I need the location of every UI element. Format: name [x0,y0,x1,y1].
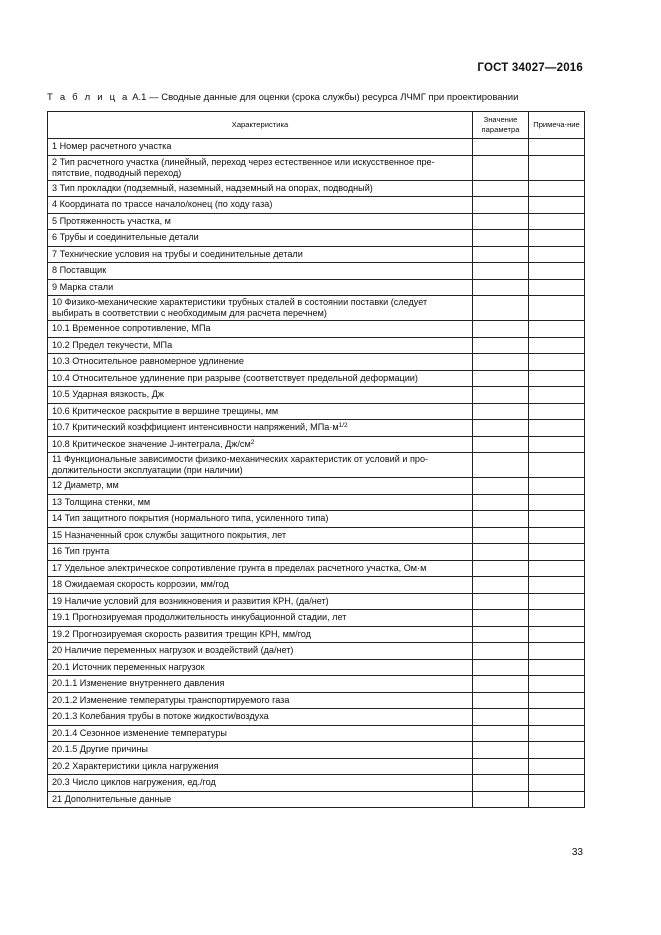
characteristic-cell [48,436,473,453]
note-cell [529,436,585,453]
characteristic-text: 20.1.1 Изменение внутреннего давления [52,678,225,689]
characteristic-text: 19 Наличие условий для возникновения и развития КРН, (да/нет) [52,595,329,606]
table-row [48,659,585,676]
value-cell [473,593,529,610]
table-row [48,791,585,808]
value-cell [473,511,529,528]
characteristic-text: 15 Назначенный срок службы защитного покрытия, лет [52,529,287,540]
note-cell [529,692,585,709]
characteristic-cell [48,263,473,280]
characteristic-text: 20.3 Число циклов нагружения, ед./год [52,777,216,788]
characteristic-text: 3 Тип прокладки (подземный, наземный, надземный на опорах, подводный) [52,182,373,193]
superscript: 2 [250,438,255,446]
document-code: ГОСТ 34027—2016 [477,62,583,74]
value-cell [473,659,529,676]
table-row [48,709,585,726]
table-row [48,758,585,775]
characteristic-cell [48,279,473,296]
value-cell [473,725,529,742]
value-cell [473,560,529,577]
value-cell [473,296,529,321]
table-row [48,230,585,247]
note-cell [529,511,585,528]
table-row [48,775,585,792]
table-row [48,296,585,321]
value-cell [473,692,529,709]
characteristic-cell [48,527,473,544]
note-cell [529,279,585,296]
characteristic-cell [48,742,473,759]
characteristic-cell [48,593,473,610]
characteristic-text: 10.3 Относительное равномерное удлинение [52,356,244,367]
characteristic-cell [48,791,473,808]
table-body [48,139,585,808]
characteristic-cell [48,577,473,594]
value-cell [473,758,529,775]
characteristic-text: 14 Тип защитного покрытия (нормального типа, усиленного типа) [52,513,329,524]
value-cell [473,494,529,511]
value-cell [473,610,529,627]
value-cell [473,544,529,561]
characteristic-text: 10.5 Ударная вязкость, Дж [52,389,164,400]
value-cell [473,626,529,643]
value-cell [473,246,529,263]
value-cell [473,478,529,495]
value-cell [473,213,529,230]
characteristic-text: 10 Физико-механические характеристики трубных сталей в состоянии поставки (следует выбирать в соответствии с необходимым для расчета перечнем) [52,297,428,318]
characteristic-cell [48,610,473,627]
characteristic-text: 20.1.2 Изменение температуры транспортируемого газа [52,694,290,705]
table-row [48,643,585,660]
table-row [48,610,585,627]
table-row [48,155,585,180]
characteristic-text: 7 Технические условия на трубы и соединительные детали [52,248,303,259]
table-row [48,403,585,420]
characteristic-cell [48,544,473,561]
characteristic-text: 17 Удельное электрическое сопротивление грунта в пределах расчетного участка, Ом·м [52,562,427,573]
note-cell [529,420,585,437]
note-cell [529,478,585,495]
note-cell [529,321,585,338]
note-cell [529,263,585,280]
characteristic-cell [48,370,473,387]
superscript: 1/2 [338,422,348,430]
characteristic-cell [48,197,473,214]
note-cell [529,544,585,561]
characteristic-text: 20 Наличие переменных нагрузок и воздействий (да/нет) [52,645,294,656]
table-row [48,436,585,453]
note-cell [529,155,585,180]
characteristic-cell [48,758,473,775]
characteristic-cell [48,676,473,693]
table-row [48,180,585,197]
characteristic-text: 5 Протяженность участка, м [52,215,171,226]
table-row [48,321,585,338]
note-cell [529,659,585,676]
characteristic-cell [48,403,473,420]
characteristic-text: 8 Поставщик [52,265,107,276]
note-cell [529,296,585,321]
table-caption [47,92,518,103]
note-cell [529,197,585,214]
characteristic-text: 19.2 Прогнозируемая скорость развития трещин КРН, мм/год [52,628,311,639]
characteristic-text: 19.1 Прогнозируемая продолжительность инкубационной стадии, лет [52,612,347,623]
table-row [48,139,585,156]
characteristic-text: 13 Толщина стенки, мм [52,496,151,507]
note-cell [529,791,585,808]
characteristic-cell [48,387,473,404]
table-row [48,725,585,742]
table-row [48,420,585,437]
characteristic-text: 10.8 Критическое значение J-интеграла, Дж/см [52,438,251,449]
characteristic-cell [48,337,473,354]
table-header-row [48,112,585,139]
value-cell [473,420,529,437]
caption-label: Т а б л и ц а [47,92,130,103]
characteristic-cell [48,321,473,338]
table-row [48,263,585,280]
characteristic-text: 12 Диаметр, мм [52,480,119,491]
column-header-characteristic: Характеристика [48,112,473,139]
characteristic-cell [48,511,473,528]
characteristic-text: 20.1.4 Сезонное изменение температуры [52,727,227,738]
value-cell [473,791,529,808]
table-row [48,337,585,354]
table-row [48,742,585,759]
note-cell [529,337,585,354]
note-cell [529,775,585,792]
note-cell [529,494,585,511]
value-cell [473,337,529,354]
value-cell [473,453,529,478]
caption-text: — Сводные данные для оценки (срока службы) ресурса ЛЧМГ при проектировании [149,92,519,103]
value-cell [473,643,529,660]
characteristic-text: 10.1 Временное сопротивление, МПа [52,323,211,334]
characteristic-cell [48,354,473,371]
characteristic-text: 4 Координата по трассе начало/конец (по ходу газа) [52,199,273,210]
table-row [48,527,585,544]
note-cell [529,560,585,577]
column-header-value: Значение параметра [473,112,529,139]
characteristic-cell [48,643,473,660]
characteristic-cell [48,725,473,742]
value-cell [473,139,529,156]
characteristic-cell [48,139,473,156]
note-cell [529,758,585,775]
characteristic-cell [48,659,473,676]
column-header-note: Примеча-ние [529,112,585,139]
characteristic-text: 6 Трубы и соединительные детали [52,232,199,243]
characteristic-cell [48,494,473,511]
value-cell [473,387,529,404]
table-row [48,279,585,296]
table-row [48,478,585,495]
note-cell [529,453,585,478]
characteristic-cell [48,692,473,709]
characteristic-cell [48,626,473,643]
note-cell [529,139,585,156]
note-cell [529,725,585,742]
summary-table [47,111,585,808]
value-cell [473,403,529,420]
characteristic-cell [48,246,473,263]
characteristic-cell [48,560,473,577]
characteristic-text: 21 Дополнительные данные [52,793,172,804]
value-cell [473,263,529,280]
characteristic-text: 20.1 Источник переменных нагрузок [52,661,205,672]
characteristic-cell [48,709,473,726]
note-cell [529,610,585,627]
table-row [48,354,585,371]
table-row [48,387,585,404]
table-row [48,544,585,561]
characteristic-text: 20.2 Характеристики цикла нагружения [52,760,219,771]
note-cell [529,709,585,726]
characteristic-text: 9 Марка стали [52,281,114,292]
characteristic-cell [48,478,473,495]
table-row [48,246,585,263]
note-cell [529,230,585,247]
note-cell [529,577,585,594]
characteristic-cell [48,775,473,792]
note-cell [529,180,585,197]
table-row [48,511,585,528]
value-cell [473,279,529,296]
characteristic-text: 1 Номер расчетного участка [52,141,172,152]
note-cell [529,403,585,420]
table-row [48,577,585,594]
note-cell [529,742,585,759]
table-row [48,370,585,387]
value-cell [473,676,529,693]
value-cell [473,197,529,214]
table-row [48,692,585,709]
characteristic-cell [48,453,473,478]
note-cell [529,370,585,387]
note-cell [529,246,585,263]
value-cell [473,180,529,197]
value-cell [473,230,529,247]
characteristic-text: 10.2 Предел текучести, МПа [52,339,173,350]
table-row [48,676,585,693]
characteristic-cell [48,420,473,437]
table-row [48,626,585,643]
note-cell [529,593,585,610]
table-row [48,593,585,610]
caption-number: А.1 [132,92,147,103]
table-row [48,560,585,577]
characteristic-text: 10.4 Относительное удлинение при разрыве (соответствует предельной деформации) [52,372,418,383]
characteristic-text: 20.1.3 Колебания трубы в потоке жидкости/воздуха [52,711,269,722]
value-cell [473,775,529,792]
note-cell [529,354,585,371]
value-cell [473,709,529,726]
value-cell [473,436,529,453]
characteristic-text: 18 Ожидаемая скорость коррозии, мм/год [52,579,229,590]
characteristic-text: 11 Функциональные зависимости физико-механических характеристик от условий и про-должительности эксплуатации (при наличии) [52,454,429,475]
characteristic-text: 2 Тип расчетного участка (линейный, переход через естественное или искусственное пре-пятствие, подводный переход) [52,156,435,178]
value-cell [473,370,529,387]
page-number: 33 [571,847,583,858]
characteristic-cell [48,296,473,321]
value-cell [473,321,529,338]
note-cell [529,643,585,660]
characteristic-cell [48,230,473,247]
characteristic-cell [48,155,473,180]
table-row [48,197,585,214]
characteristic-text: 16 Тип грунта [52,546,110,557]
characteristic-cell [48,213,473,230]
note-cell [529,213,585,230]
value-cell [473,577,529,594]
table-row [48,453,585,478]
value-cell [473,527,529,544]
characteristic-text: 20.1.5 Другие причины [52,744,148,755]
note-cell [529,387,585,404]
note-cell [529,527,585,544]
value-cell [473,742,529,759]
characteristic-text: 10.6 Критическое раскрытие в вершине трещины, мм [52,405,279,416]
note-cell [529,676,585,693]
characteristic-text: 10.7 Критический коэффициент интенсивности напряжений, МПа·м [52,422,339,433]
table-row [48,494,585,511]
note-cell [529,626,585,643]
value-cell [473,155,529,180]
table-row [48,213,585,230]
characteristic-cell [48,180,473,197]
value-cell [473,354,529,371]
